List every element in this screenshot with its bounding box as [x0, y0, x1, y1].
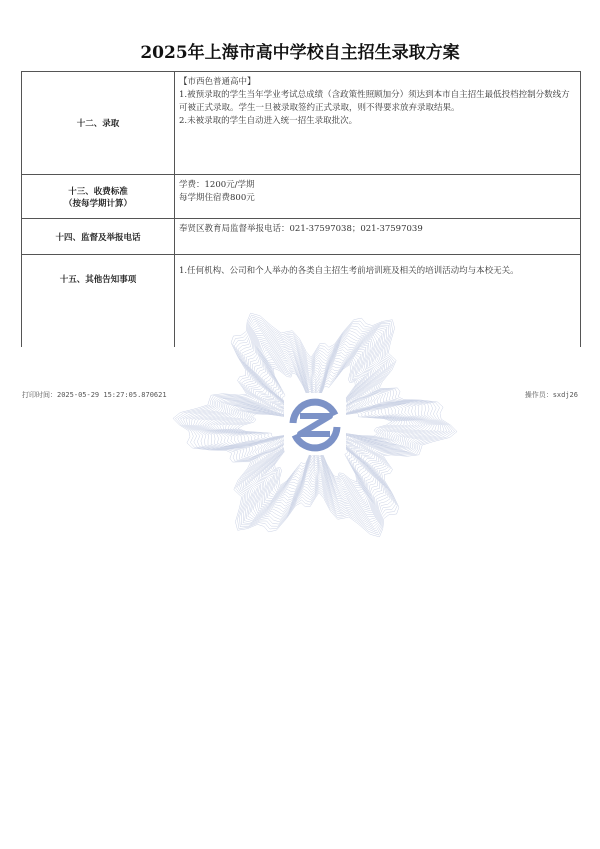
fees-label-line2: （按每学期计算）	[63, 198, 132, 209]
table-row-supervision	[22, 219, 581, 255]
tuition-fee: 学费：1200元/学期	[179, 180, 255, 190]
dorm-fee: 每学期住宿费800元	[179, 193, 255, 203]
watermark-logo-icon	[284, 393, 346, 455]
row-label-supervision: 十四、监督及举报电话	[22, 219, 175, 255]
admission-rule-1: 1.被预录取的学生当年学业考试总成绩（含政策性照顾加分）须达到本市自主招生最低投档控制分数线方可被正式录取。学生一旦被录取签约正式录取，则不得要求放弃录取结果。	[179, 90, 570, 113]
row-content-admission	[175, 72, 581, 175]
row-content-notes: 1.任何机构、公司和个人举办的各类自主招生考前培训班及相关的培训活动均与本校无关。	[175, 255, 581, 347]
row-content-supervision: 奉贤区教育局监督举报电话：021-37597038；021-37597039	[175, 219, 581, 255]
row-label-fees	[22, 175, 175, 219]
page-title: 2025年上海市高中学校自主招生录取方案	[140, 43, 460, 63]
row-label-notes: 十五、其他告知事项	[22, 255, 175, 347]
print-timestamp: 打印时间：2025-05-29 15:27:05.870621	[22, 391, 167, 399]
operator-id: 操作员：sxdj26	[524, 391, 578, 399]
security-watermark	[160, 300, 470, 550]
school-name: 【市西色普通高中】	[179, 77, 256, 87]
table-row-admission	[22, 72, 581, 175]
admission-rule-2: 2.未被录取的学生自动进入统一招生录取批次。	[179, 116, 358, 126]
fees-label-line1: 十三、收费标准	[68, 186, 128, 197]
row-content-fees	[175, 175, 581, 219]
table-row-fees	[22, 175, 581, 219]
row-label-admission: 十二、录取	[22, 72, 175, 175]
